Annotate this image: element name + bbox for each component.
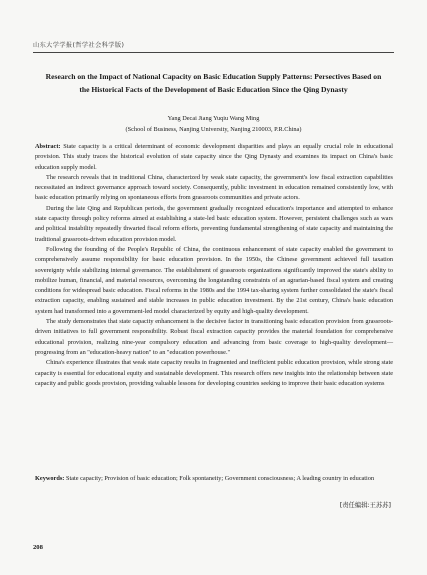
keywords-label: Keywords: <box>35 475 65 482</box>
abstract-paragraph: The research reveals that in traditional China, characterized by weak state capacity, the government's low fiscal extraction capabilities necessitated an indirect governance approach toward society. Consequently, public investment in education remained consistently low, with basic education primarily relying on spontaneous efforts from grassroots communities and private actors. <box>35 173 393 202</box>
abstract-paragraph: The study demonstrates that state capacity enhancement is the decisive factor in transitioning basic education provision from grassroots-driven initiatives to full government responsibility. Robust fiscal extraction capacity provides the material foundation for comprehensive educational provision, realizing nine-year compulsory education and advancing from basic coverage to high-quality development—progressing from an "education-heavy nation" to an "education powerhouse." <box>35 318 393 356</box>
article-title: Research on the Impact of National Capacity on Basic Education Supply Patterns: Persectives Based on the Historical Facts of the Development of Basic Education Since the Qing Dynasty <box>45 72 382 94</box>
running-head: 山东大学学报(哲学社会科学版) <box>33 42 125 49</box>
abstract <box>35 142 393 389</box>
abstract-text: State capacity is a critical determinant of economic development disparities and plays an equally crucial role in educational provision. This study traces the historical evolution of state capacity since the Qing Dynasty and examines its impact on China's basic education supply model. <box>35 143 394 171</box>
page-number: 208 <box>33 544 43 551</box>
abstract-paragraph <box>35 142 393 173</box>
abstract-paragraph: During the late Qing and Republican periods, the government gradually recognized education's importance and attempted to enhance state capacity through policy reforms aimed at establishing a state-led basic education system. However, persistent challenges such as wars and political instability repeatedly thwarted fiscal reform efforts, preventing fundamental strengthening of state capacity and maintaining the traditional grassroots-driven education provision model. <box>35 204 393 243</box>
author-list: Yang Decai Jiang Yuqiu Wang Ming <box>167 115 260 122</box>
abstract-label: Abstract: <box>35 143 61 150</box>
responsible-editor: [责任编辑:王苏苏] <box>339 502 391 509</box>
keywords-text: State capacity; Provision of basic education; Folk spontaneity; Government consciousness; A leading country in education <box>65 475 375 482</box>
keywords <box>35 474 393 484</box>
abstract-paragraph: Following the founding of the People's Republic of China, the continuous enhancement of state capacity enabled the government to comprehensively assume responsibility for basic education provision. In the 1950s, the Chinese government achieved full taxation sovereignty while stabilizing internal governance. The establishment of grassroots organizations significantly improved the state's ability to mobilize human, financial, and material resources, overcoming the longstanding constraints of an agrarian-based fiscal system and creating conditions for widespread basic education. Fiscal reforms in the 1980s and the 1994 tax-sharing system further consolidated the state's fiscal extraction capacity, enabling sustained and stable increases in public education investment. By the 21st century, China's basic education system had transformed into a government-led model characterized by equity and high-quality development. <box>35 245 393 315</box>
abstract-paragraph: China's experience illustrates that weak state capacity results in fragmented and inefficient public education provision, while strong state capacity is essential for educational equity and sustainable development. This research offers new insights into the relationship between state capacity and public goods provision, providing valuable lessons for developing countries seeking to improve their basic education systems <box>35 359 393 387</box>
header-rule <box>33 52 394 53</box>
author-affiliation: (School of Business, Nanjing University, Nanjing 210003, P.R.China) <box>125 126 302 133</box>
